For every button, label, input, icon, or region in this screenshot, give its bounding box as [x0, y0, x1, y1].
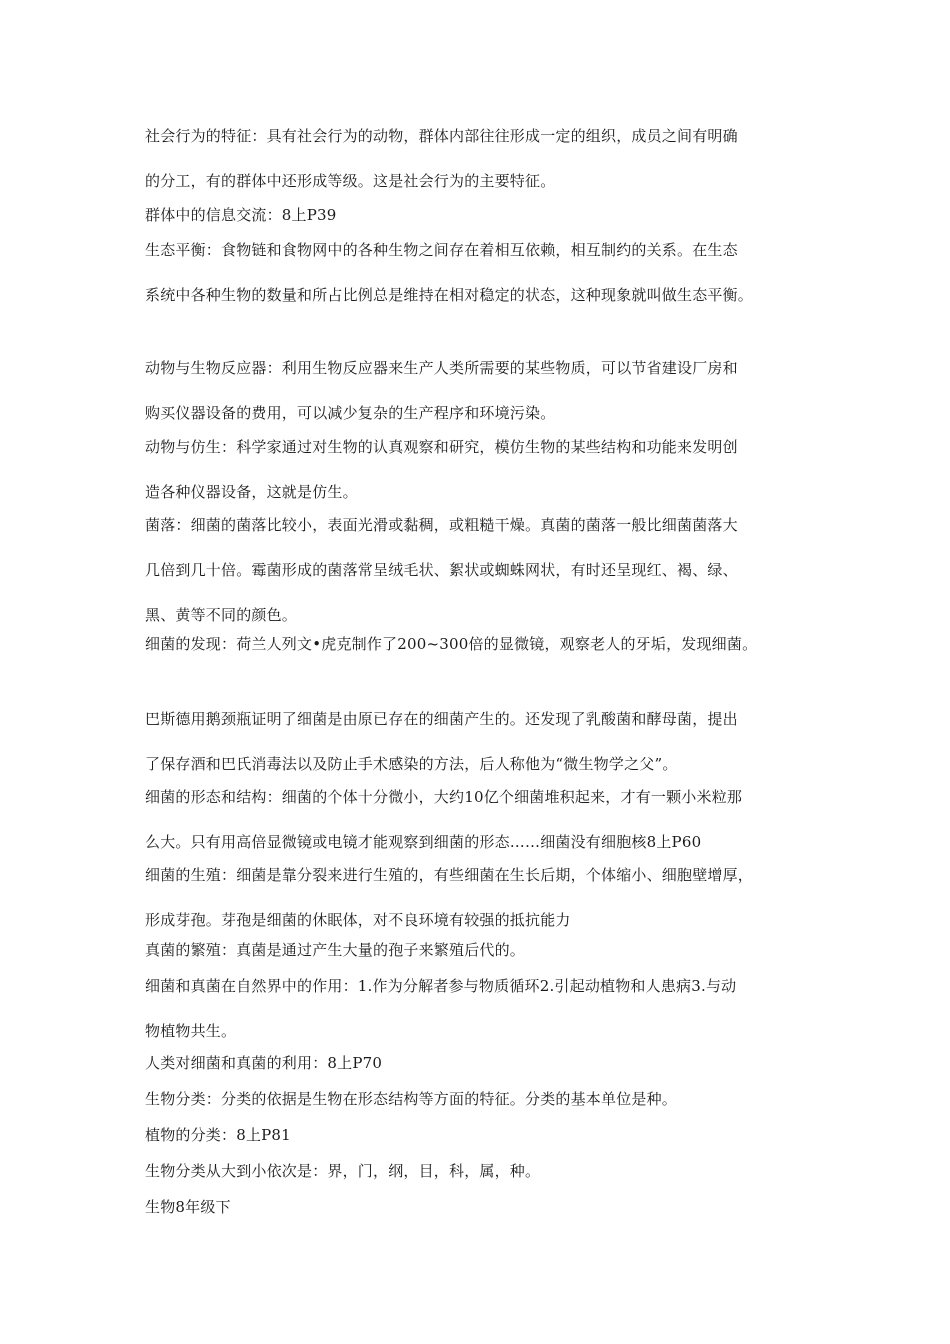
text-line: 的分工，有的群体中还形成等级。这是社会行为的主要特征。: [145, 172, 556, 190]
paragraph-bacteria-structure: [145, 788, 813, 851]
text-line: 真菌的繁殖：真菌是通过产生大量的孢子来繁殖后代的。: [145, 941, 526, 959]
paragraph-plant-classification: [145, 1126, 813, 1144]
paragraph-human-use: [145, 1054, 813, 1072]
text-line: 几倍到几十倍。霉菌形成的菌落常呈绒毛状、絮状或蜘蛛网状，有时还呈现红、褐、绿、: [145, 561, 738, 579]
paragraph-colony: [145, 516, 813, 624]
text-line: 细菌和真菌在自然界中的作用：1.作为分解者参与物质循环2.引起动植物和人患病3.与动: [145, 977, 737, 995]
text-line: 物植物共生。: [145, 1022, 237, 1040]
text-line: 形成芽孢。芽孢是细菌的休眠体，对不良环境有较强的抵抗能力: [145, 911, 571, 929]
text-line: 生物分类：分类的依据是生物在形态结构等方面的特征。分类的基本单位是种。: [145, 1090, 678, 1108]
paragraph-bacteria-discovery: [145, 635, 813, 653]
text-line: 细菌的发现：荷兰人列文•虎克制作了200~300倍的显微镜，观察老人的牙垢，发现细菌。: [145, 635, 758, 653]
paragraph-classification-ranks: [145, 1162, 813, 1180]
text-line: 菌落：细菌的菌落比较小，表面光滑或黏稠，或粗糙干燥。真菌的菌落一般比细菌菌落大: [145, 516, 738, 534]
text-line: 动物与生物反应器：利用生物反应器来生产人类所需要的某些物质，可以节省建设厂房和: [145, 359, 738, 377]
text-line: 生物8年级下: [145, 1198, 231, 1216]
paragraph-role-in-nature: [145, 977, 813, 1040]
paragraph-pasteur: [145, 710, 813, 773]
paragraph-bacteria-reproduction: [145, 866, 813, 929]
paragraph-social-behavior: [145, 127, 813, 190]
paragraph-ecological-balance: [145, 241, 813, 304]
text-line: 生物分类从大到小依次是：界，门，纲，目，科，属，种。: [145, 1162, 541, 1180]
text-line: 系统中各种生物的数量和所占比例总是维持在相对稳定的状态，这种现象就叫做生态平衡。: [145, 286, 754, 304]
text-line: 人类对细菌和真菌的利用：8上P70: [145, 1054, 383, 1072]
paragraph-bionics: [145, 438, 813, 501]
text-line: 生态平衡：食物链和食物网中的各种生物之间存在着相互依赖，相互制约的关系。在生态: [145, 241, 738, 259]
text-line: 社会行为的特征：具有社会行为的动物，群体内部往往形成一定的组织，成员之间有明确: [145, 127, 738, 145]
paragraph-classification: [145, 1090, 813, 1108]
text-line: 群体中的信息交流：8上P39: [145, 206, 337, 224]
paragraph-group-communication: [145, 206, 813, 224]
text-line: 么大。只有用高倍显微镜或电镜才能观察到细菌的形态……细菌没有细胞核8上P60: [145, 833, 702, 851]
text-line: 购买仪器设备的费用，可以减少复杂的生产程序和环境污染。: [145, 404, 556, 422]
paragraph-grade-heading: [145, 1198, 813, 1216]
paragraph-bioreactor: [145, 359, 813, 422]
text-line: 了保存酒和巴氏消毒法以及防止手术感染的方法，后人称他为“微生物学之父”。: [145, 755, 678, 773]
text-line: 细菌的形态和结构：细菌的个体十分微小，大约10亿个细菌堆积起来，才有一颗小米粒那: [145, 788, 743, 806]
text-line: 黑、黄等不同的颜色。: [145, 606, 298, 624]
text-line: 造各种仪器设备，这就是仿生。: [145, 483, 358, 501]
text-line: 细菌的生殖：细菌是靠分裂来进行生殖的，有些细菌在生长后期，个体缩小、细胞壁增厚，: [145, 866, 754, 884]
text-line: 植物的分类：8上P81: [145, 1126, 291, 1144]
paragraph-fungi-reproduction: [145, 941, 813, 959]
text-line: 动物与仿生：科学家通过对生物的认真观察和研究，模仿生物的某些结构和功能来发明创: [145, 438, 738, 456]
text-line: 巴斯德用鹅颈瓶证明了细菌是由原已存在的细菌产生的。还发现了乳酸菌和酵母菌，提出: [145, 710, 738, 728]
